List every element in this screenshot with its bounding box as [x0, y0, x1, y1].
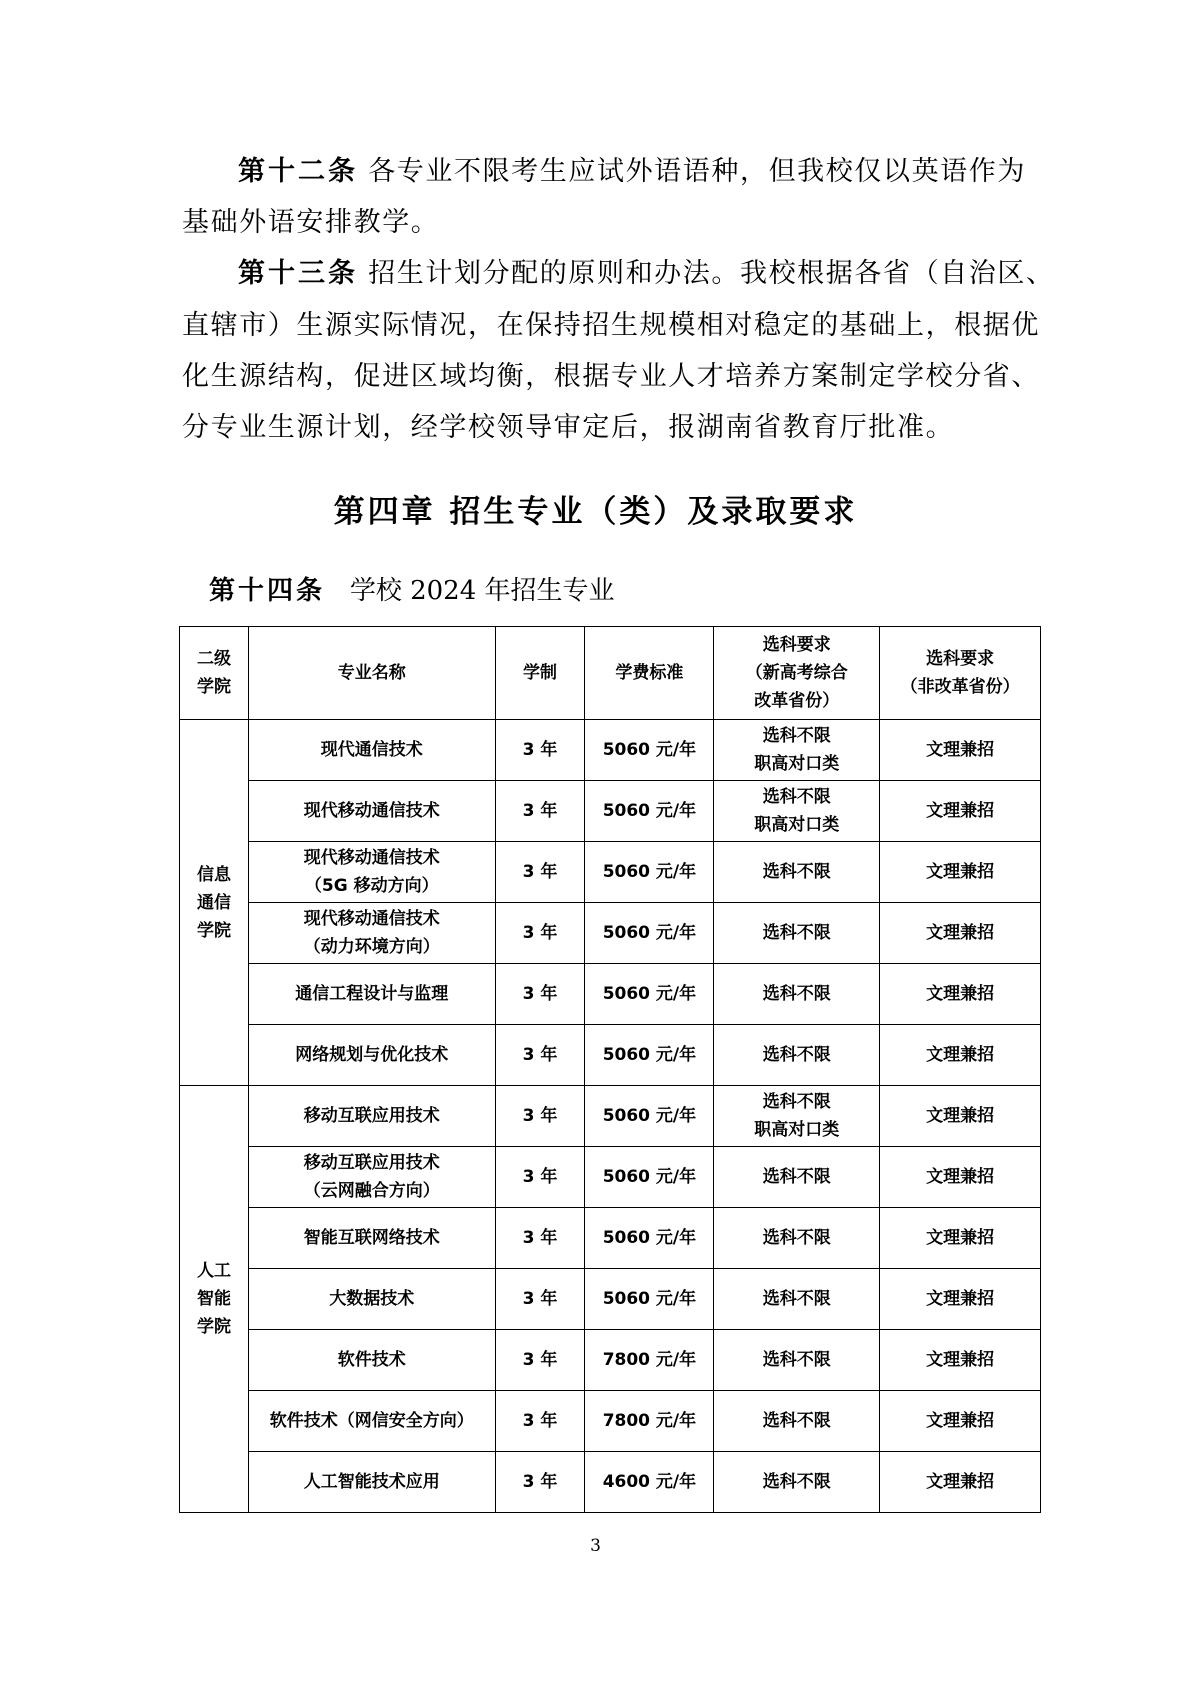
table-row: [180, 1452, 1041, 1513]
college-cell: [180, 1086, 249, 1513]
cell-text: 选科不限: [762, 1411, 831, 1431]
fee-cell: 5060 元/年: [585, 1208, 714, 1269]
requirement-old-cell: 文理兼招: [880, 1330, 1041, 1391]
article-13-line: 化生源结构，促进区域均衡，根据专业人才培养方案制定学校分省、: [182, 361, 1040, 392]
cell-text: 移动互联应用技术: [303, 1106, 440, 1126]
major-name-cell: [248, 1025, 495, 1086]
cell-text: 选科不限: [762, 1472, 831, 1492]
column-header: [880, 627, 1041, 720]
article-13-line: [238, 258, 1055, 290]
duration-cell: 3 年: [495, 1147, 585, 1208]
requirement-new-cell: [714, 781, 880, 842]
chapter-heading: 第四章 招生专业（类）及录取要求: [333, 494, 858, 530]
duration-cell: 3 年: [495, 1391, 585, 1452]
cell-text: 选科要求: [926, 649, 995, 669]
column-header: [495, 627, 585, 720]
major-name-cell: [248, 1208, 495, 1269]
requirement-new-cell: [714, 903, 880, 964]
cell-text: 选科要求: [762, 635, 831, 655]
article-14: [209, 570, 615, 607]
cell-text: 网络规划与优化技术: [295, 1045, 449, 1065]
major-name-cell: [248, 1086, 495, 1147]
article-12-line: [238, 156, 1026, 188]
major-name-cell: [248, 842, 495, 903]
major-name-cell: [248, 1391, 495, 1452]
table-header-row: [180, 627, 1041, 720]
major-name-cell: [248, 781, 495, 842]
cell-text: 选科不限: [762, 787, 831, 807]
duration-cell: 3 年: [495, 903, 585, 964]
duration-cell: 3 年: [495, 1208, 585, 1269]
cell-text: （动力环境方向）: [303, 937, 440, 957]
article-13-line: 直辖市）生源实际情况，在保持招生规模相对稳定的基础上，根据优: [182, 310, 1040, 341]
fee-cell: 5060 元/年: [585, 903, 714, 964]
duration-cell: 3 年: [495, 842, 585, 903]
majors-table: [179, 626, 1041, 1513]
requirement-new-cell: [714, 1330, 880, 1391]
table-row: [180, 964, 1041, 1025]
requirement-old-cell: 文理兼招: [880, 1147, 1041, 1208]
major-name-cell: [248, 1452, 495, 1513]
requirement-new-cell: [714, 842, 880, 903]
cell-text: 选科不限: [762, 1289, 831, 1309]
article-12-text: 各专业不限考生应试外语语种，但我校仅以英语作为: [368, 156, 1026, 187]
major-name-cell: [248, 964, 495, 1025]
requirement-old-cell: 文理兼招: [880, 1025, 1041, 1086]
cell-text: 现代通信技术: [320, 740, 423, 760]
article-13-text: 招生计划分配的原则和办法。我校根据各省（自治区、: [368, 258, 1055, 289]
article-12-title: 第十二条: [238, 156, 358, 187]
cell-text: 智能: [196, 1289, 231, 1309]
major-name-cell: [248, 903, 495, 964]
column-header: [714, 627, 880, 720]
cell-text: 通信: [196, 892, 231, 913]
cell-text: 改革省份）: [754, 691, 840, 711]
cell-text: 职高对口类: [754, 1120, 840, 1140]
fee-cell: 5060 元/年: [585, 1147, 714, 1208]
duration-cell: 3 年: [495, 720, 585, 781]
requirement-old-cell: 文理兼招: [880, 720, 1041, 781]
cell-text: （5G 移动方向）: [304, 876, 439, 896]
table-row: [180, 1086, 1041, 1147]
cell-text: 现代移动通信技术: [303, 909, 440, 929]
cell-text: 智能互联网络技术: [303, 1228, 440, 1248]
requirement-new-cell: [714, 1391, 880, 1452]
cell-text: 移动互联应用技术: [303, 1153, 440, 1173]
cell-text: 选科不限: [762, 923, 831, 943]
cell-text: 学费标准: [615, 663, 684, 683]
duration-cell: 3 年: [495, 1452, 585, 1513]
fee-cell: 5060 元/年: [585, 842, 714, 903]
cell-text: 选科不限: [762, 1045, 831, 1065]
requirement-new-cell: [714, 1208, 880, 1269]
cell-text: 学制: [523, 663, 558, 683]
cell-text: 人工: [196, 1261, 231, 1281]
cell-text: 选科不限: [762, 1092, 831, 1112]
cell-text: 学院: [196, 1317, 231, 1337]
fee-cell: 5060 元/年: [585, 720, 714, 781]
cell-text: 二级: [196, 649, 231, 669]
table-row: [180, 1391, 1041, 1452]
duration-cell: 3 年: [495, 781, 585, 842]
cell-text: 选科不限: [762, 1167, 831, 1187]
duration-cell: 3 年: [495, 964, 585, 1025]
cell-text: 选科不限: [762, 862, 831, 882]
duration-cell: 3 年: [495, 1330, 585, 1391]
requirement-new-cell: [714, 1452, 880, 1513]
major-name-cell: [248, 1330, 495, 1391]
table-row: [180, 1147, 1041, 1208]
requirement-new-cell: [714, 1147, 880, 1208]
article-12-line: 基础外语安排教学。: [182, 207, 440, 238]
cell-text: （云网融合方向）: [303, 1181, 440, 1201]
requirement-old-cell: 文理兼招: [880, 842, 1041, 903]
requirement-old-cell: 文理兼招: [880, 1452, 1041, 1513]
cell-text: 选科不限: [762, 984, 831, 1004]
requirement-old-cell: 文理兼招: [880, 1208, 1041, 1269]
cell-text: 选科不限: [762, 1228, 831, 1248]
cell-text: 软件技术: [337, 1350, 406, 1370]
fee-cell: 5060 元/年: [585, 964, 714, 1025]
duration-cell: 3 年: [495, 1086, 585, 1147]
requirement-new-cell: [714, 1025, 880, 1086]
cell-text: 学院: [196, 677, 231, 697]
column-header: [180, 627, 249, 720]
cell-text: （非改革省份）: [900, 677, 1020, 697]
table-row: [180, 903, 1041, 964]
fee-cell: 5060 元/年: [585, 1269, 714, 1330]
requirement-old-cell: 文理兼招: [880, 1086, 1041, 1147]
cell-text: 通信工程设计与监理: [295, 984, 449, 1004]
cell-text: （新高考综合: [745, 663, 848, 683]
page-number: 3: [590, 1536, 601, 1556]
article-14-text: 学校 2024 年招生专业: [349, 576, 615, 606]
cell-text: 人工智能技术应用: [303, 1472, 440, 1492]
column-header: [248, 627, 495, 720]
requirement-old-cell: 文理兼招: [880, 964, 1041, 1025]
fee-cell: 4600 元/年: [585, 1452, 714, 1513]
cell-text: 大数据技术: [329, 1289, 415, 1309]
table-row: [180, 1269, 1041, 1330]
requirement-old-cell: 文理兼招: [880, 1391, 1041, 1452]
table-row: [180, 842, 1041, 903]
duration-cell: 3 年: [495, 1025, 585, 1086]
major-name-cell: [248, 1269, 495, 1330]
requirement-old-cell: 文理兼招: [880, 903, 1041, 964]
cell-text: 职高对口类: [754, 754, 840, 774]
cell-text: 职高对口类: [754, 815, 840, 835]
cell-text: 现代移动通信技术: [303, 801, 440, 821]
table-row: [180, 781, 1041, 842]
requirement-new-cell: [714, 1086, 880, 1147]
article-13-title: 第十三条: [238, 258, 358, 289]
requirement-old-cell: 文理兼招: [880, 1269, 1041, 1330]
requirement-old-cell: 文理兼招: [880, 781, 1041, 842]
requirement-new-cell: [714, 964, 880, 1025]
duration-cell: 3 年: [495, 1269, 585, 1330]
major-name-cell: [248, 1147, 495, 1208]
cell-text: 学院: [196, 920, 231, 941]
fee-cell: 7800 元/年: [585, 1330, 714, 1391]
fee-cell: 5060 元/年: [585, 1086, 714, 1147]
table-row: [180, 720, 1041, 781]
table-row: [180, 1330, 1041, 1391]
article-13-line: 分专业生源计划，经学校领导审定后，报湖南省教育厅批准。: [182, 412, 955, 443]
major-name-cell: [248, 720, 495, 781]
article-14-title: 第十四条: [209, 576, 326, 606]
fee-cell: 5060 元/年: [585, 781, 714, 842]
table-row: [180, 1208, 1041, 1269]
cell-text: 选科不限: [762, 726, 831, 746]
cell-text: 现代移动通信技术: [303, 848, 440, 868]
fee-cell: 5060 元/年: [585, 1025, 714, 1086]
cell-text: 选科不限: [762, 1350, 831, 1370]
cell-text: 专业名称: [337, 663, 406, 683]
fee-cell: 7800 元/年: [585, 1391, 714, 1452]
cell-text: 信息: [196, 864, 231, 885]
column-header: [585, 627, 714, 720]
requirement-new-cell: [714, 1269, 880, 1330]
college-cell: [180, 720, 249, 1086]
requirement-new-cell: [714, 720, 880, 781]
cell-text: 软件技术（网信安全方向）: [269, 1411, 474, 1431]
table-row: [180, 1025, 1041, 1086]
